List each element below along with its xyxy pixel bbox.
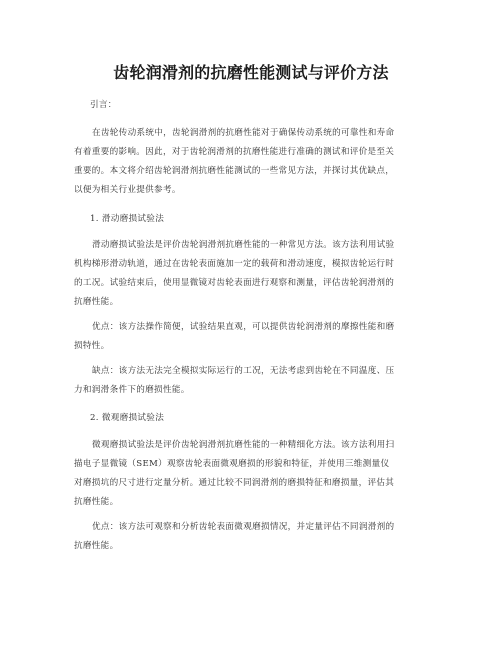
section2-pros <box>74 518 436 556</box>
section1-pros-line: 损特性。 <box>74 341 110 351</box>
section1-description <box>74 236 436 312</box>
section1-cons-line: 力和润滑条件下的磨损性能。 <box>74 385 190 395</box>
intro-line: 重要的。本文将介绍齿轮润滑剂抗磨性能测试的一些常见方法，并探讨其优缺点， <box>74 166 395 176</box>
section1-desc-line: 滑动磨损试验法是评价齿轮润滑剂抗磨性能的一种常见方法。该方法利用试验 <box>92 240 395 250</box>
section1-cons <box>74 362 436 400</box>
section1-desc-line: 抗磨性能。 <box>74 297 119 307</box>
section2-desc-line: 描电子显微镜（SEM）观察齿轮表面微观磨损的形貌和特征，并使用三维测量仪 <box>74 459 390 469</box>
intro-line: 在齿轮传动系统中，齿轮润滑剂的抗磨性能对于确保传动系统的可靠性和寿命 <box>92 128 395 138</box>
section2-desc-line: 抗磨性能。 <box>74 497 119 507</box>
intro-line: 有着重要的影响。因此，对于齿轮润滑剂的抗磨性能进行准确的测试和评价是至关 <box>74 147 395 157</box>
section2-pros-line: 优点：该方法可观察和分析齿轮表面微观磨损情况，并定量评估不同润滑剂的 <box>92 522 395 532</box>
section1-pros <box>74 318 436 356</box>
section1-desc-line: 的工况。试验结束后，使用显微镜对齿轮表面进行观察和测量，评估齿轮润滑剂的 <box>74 278 395 288</box>
intro-paragraph <box>74 124 436 200</box>
section2-description <box>74 436 436 512</box>
section2-desc-line: 微观磨损试验法是评价齿轮润滑剂抗磨性能的一种精细化方法。该方法利用扫 <box>92 440 395 450</box>
section2-heading: 2. 微观磨损试验法 <box>90 413 165 423</box>
document-title: 齿轮润滑剂的抗磨性能测试与评价方法 <box>113 63 389 82</box>
section1-desc-line: 机构梯形滑动轨道，通过在齿轮表面施加一定的载荷和滑动速度，模拟齿轮运行时 <box>74 259 395 269</box>
intro-line: 以便为相关行业提供参考。 <box>74 185 181 195</box>
section2-desc-line: 对磨损坑的尺寸进行定量分析。通过比较不同润滑剂的磨损特征和磨损量，评估其 <box>74 478 395 488</box>
section1-cons-line: 缺点：该方法无法完全模拟实际运行的工况，无法考虑到齿轮在不同温度、压 <box>92 366 395 376</box>
section1-heading: 1. 滑动磨损试验法 <box>90 214 165 224</box>
intro-label: 引言： <box>90 100 117 110</box>
section1-pros-line: 优点：该方法操作简便，试验结果直观，可以提供齿轮润滑剂的摩擦性能和磨 <box>92 322 395 332</box>
section2-pros-line: 抗磨性能。 <box>74 541 119 551</box>
